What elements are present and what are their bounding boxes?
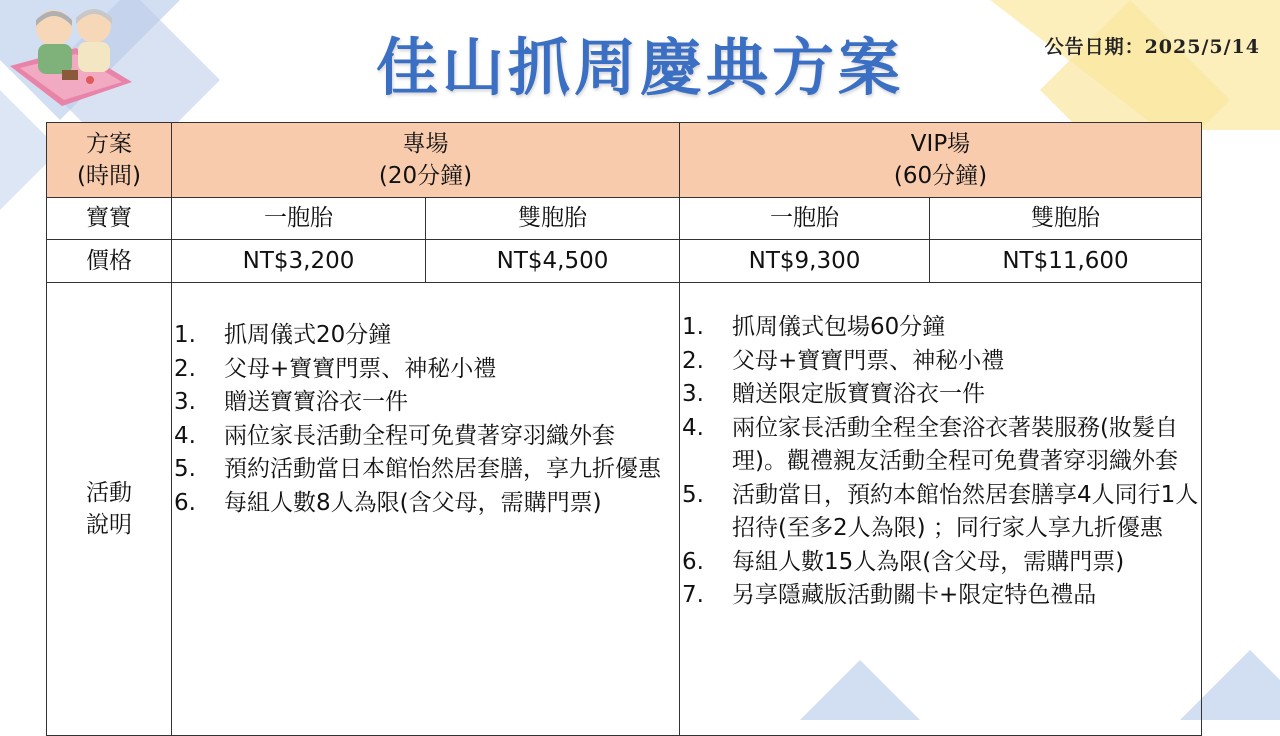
item-number: 2. [682,347,704,374]
price-vip-single: NT$9,300 [680,240,930,283]
cell-special-single: 一胞胎 [172,198,426,240]
item-text: 另享隱藏版活動關卡+限定特色禮品 [732,582,1097,608]
item-text: 父母+寶寶門票、神秘小禮 [732,347,1005,374]
item-text: 每組人數8人為限(含父母，需購門票) [224,489,602,516]
list-item [174,487,679,521]
item-text: 每組人數15人為限(含父母，需購門票) [732,548,1125,575]
list-item [682,345,1201,379]
item-number: 2. [174,355,196,382]
cell-vip-twin: 雙胞胎 [930,198,1202,240]
item-text: 預約活動當日本館怡然居套膳，享九折優惠 [224,456,661,482]
list-item [174,386,679,420]
list-item [682,479,1201,546]
item-text: 抓周儀式20分鐘 [224,322,392,348]
item-number: 1. [682,314,704,340]
list-item [174,453,679,487]
header-plan: 方案 (時間) [47,123,172,198]
item-text: 贈送限定版寶寶浴衣一件 [732,381,985,407]
item-text: 父母+寶寶門票、神秘小禮 [224,355,497,382]
table-row [47,198,1202,240]
announcement-date: 公告日期：2025/5/14 [1044,36,1260,58]
price-special-twin: NT$4,500 [426,240,680,283]
item-number: 4. [682,414,704,441]
special-description [172,283,680,736]
item-number: 3. [682,381,704,407]
table-row [47,283,1202,736]
plan-table [46,122,1202,736]
row-label-baby: 寶寶 [47,198,172,240]
item-number: 6. [682,548,704,575]
item-number: 3. [174,389,196,415]
item-number: 5. [174,456,196,482]
list-item [682,579,1201,613]
item-number: 7. [682,582,704,608]
list-item [174,319,679,353]
item-number: 5. [682,481,704,508]
special-item-list [174,319,679,520]
table-header-row [47,123,1202,198]
row-label-price: 價格 [47,240,172,283]
page-title: 佳山抓周慶典方案 [375,31,904,104]
list-item [174,353,679,387]
header-vip: VIP場 (60分鐘) [680,123,1202,198]
list-item [682,311,1201,345]
header-special: 專場 (20分鐘) [172,123,680,198]
row-label-description: 活動 說明 [47,283,172,736]
list-item [174,420,679,454]
item-text: 兩位家長活動全程可免費著穿羽織外套 [224,422,615,449]
vip-item-list [682,311,1201,613]
item-text: 抓周儀式包場60分鐘 [732,314,946,340]
item-number: 4. [174,422,196,449]
item-number: 6. [174,489,196,516]
vip-description [680,283,1202,736]
item-text: 活動當日，預約本館怡然居套膳享4人同行1人招待(至多2人為限) ；同行家人享九折優惠 [732,481,1199,541]
item-number: 1. [174,322,196,348]
cell-vip-single: 一胞胎 [680,198,930,240]
list-item [682,412,1201,479]
table-row [47,240,1202,283]
list-item [682,378,1201,412]
list-item [682,546,1201,580]
item-text: 贈送寶寶浴衣一件 [224,389,408,415]
price-special-single: NT$3,200 [172,240,426,283]
price-vip-twin: NT$11,600 [930,240,1202,283]
cell-special-twin: 雙胞胎 [426,198,680,240]
item-text: 兩位家長活動全程全套浴衣著裝服務(妝髮自理)。觀禮親友活動全程可免費著穿羽織外套 [732,414,1178,474]
